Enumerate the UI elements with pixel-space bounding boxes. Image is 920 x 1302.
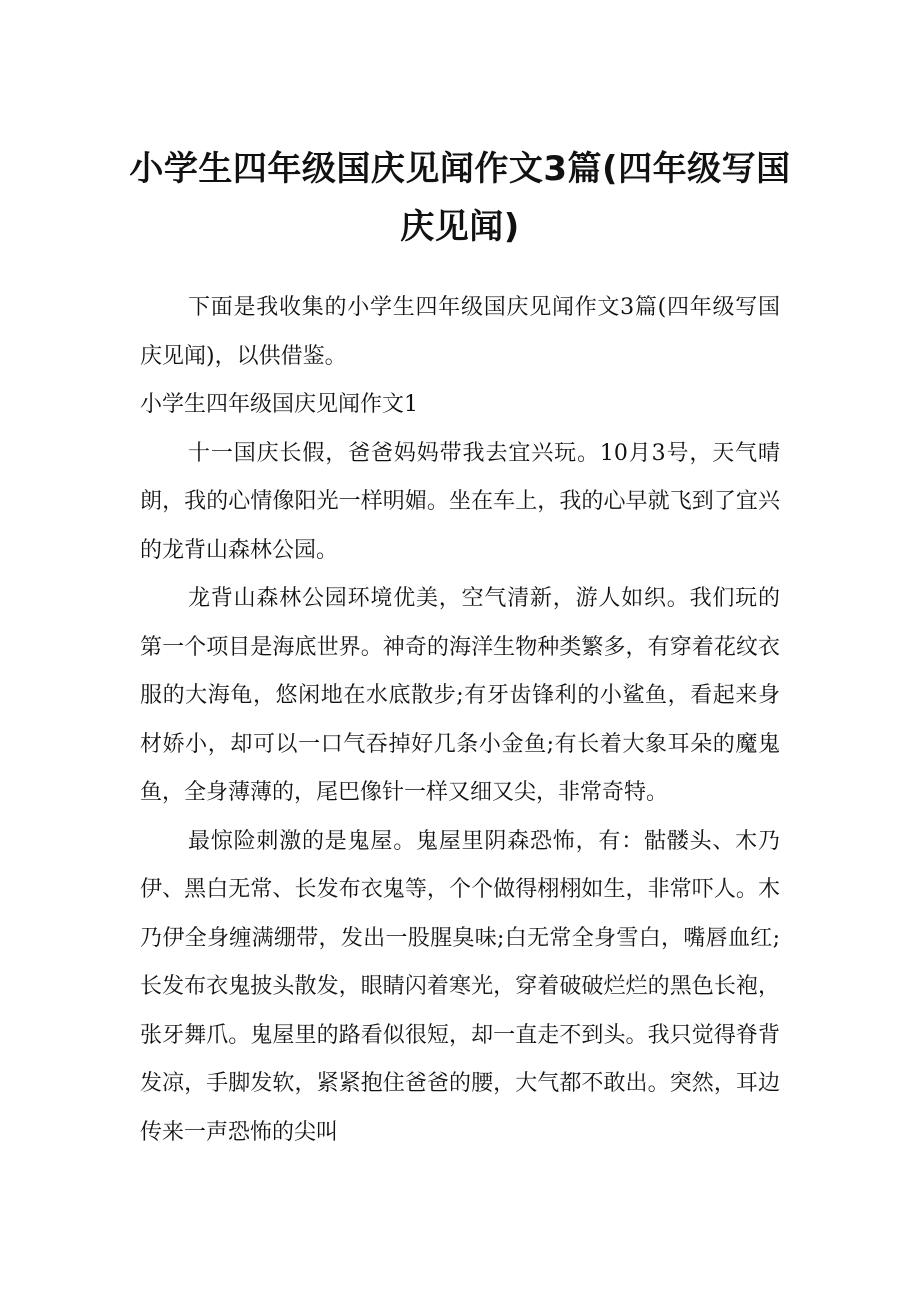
intro-paragraph: 下面是我收集的小学生四年级国庆见闻作文3篇(四年级写国庆见闻)，以供借鉴。	[140, 295, 780, 369]
body-paragraph: 十一国庆长假，爸爸妈妈带我去宜兴玩。10月3号，天气晴朗，我的心情像阳光一样明媚。坐在车上，我的心早就飞到了宜兴的龙背山森林公园。	[140, 440, 780, 563]
body-paragraph: 最惊险刺激的是鬼屋。鬼屋里阴森恐怖，有：骷髅头、木乃伊、黑白无常、长发布衣鬼等，个个做得栩栩如生，非常吓人。木乃伊全身缠满绷带，发出一股腥臭味;白无常全身雪白，嘴唇血红;长发布衣鬼披头散发，眼睛闪着寒光，穿着破破烂烂的黑色长袍，张牙舞爪。鬼屋里的路看似很短，却一直走不到头。我只觉得脊背发凉，手脚发软，紧紧抱住爸爸的腰，大气都不敢出。突然，耳边传来一声恐怖的尖叫	[140, 828, 780, 1145]
section-heading: 小学生四年级国庆见闻作文1	[140, 392, 418, 417]
document-body	[140, 284, 780, 1157]
document-title: 小学生四年级国庆见闻作文3篇(四年级写国庆见闻)	[129, 149, 791, 247]
body-paragraph: 龙背山森林公园环境优美，空气清新，游人如织。我们玩的第一个项目是海底世界。神奇的海洋生物种类繁多，有穿着花纹衣服的大海龟，悠闲地在水底散步;有牙齿锋利的小鲨鱼，看起来身材娇小，却可以一口气吞掉好几条小金鱼;有长着大象耳朵的魔鬼鱼，全身薄薄的，尾巴像针一样又细又尖，非常奇特。	[140, 586, 780, 805]
